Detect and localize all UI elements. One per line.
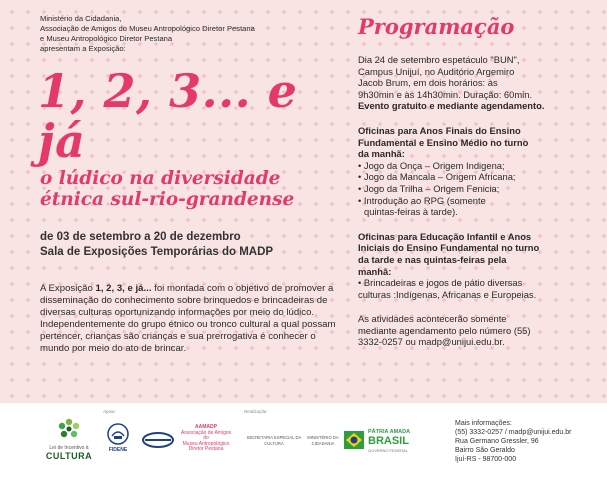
secretaria-line: SECRETARIA ESPECIAL DA [246,435,302,440]
oficinas-heading: manhã: [358,265,392,277]
lei-line1: Lei de Incentivo à [49,445,89,451]
patria-amada-brasil-logo [344,429,436,451]
patria-line: GOVERNO FEDERAL [368,448,409,453]
aamadp-acronym: AAMADP [195,424,217,430]
realizacao-caption: Realização: [244,409,268,414]
subtitle-line: étnica sul-rio-grandense [40,189,295,210]
closing-line: mediante agendamento pelo número (55) [358,324,531,336]
description-text: foi montada com o objetivo de promover a disseminação do conhecimento sobre brinquedos e brincadeiras de diversas culturas oportunizando informações por meio do lúdico. Independentemente do grupo étnico ou tronco cultural a qual possam pertencer, crianças são crianças e sua prerrogativa é conhecer o mundo por meio do ato de brincar. [40,283,336,355]
oficina-item: culturas :Indígenas, Africanas e Europeias. [358,288,537,300]
ministerio-logo [306,435,340,447]
contact-line: Rua Germano Gressler, 96 [455,438,539,445]
unijui-logo [140,431,176,451]
oficinas-infantil-block [358,231,598,301]
presenters [40,14,340,54]
oficinas-heading: Oficinas para Educação Infantil e Anos [358,230,532,242]
oficina-item: • Brincadeiras e jogos de pátio diversas [358,277,523,289]
ministerio-line: CIDADANIA [311,441,335,446]
oficina-item: • Jogo da Mancala – Origem Africana; [358,171,516,183]
exhibition-dates [40,230,340,260]
closing-line: As atividades acontecerão somente [358,313,507,325]
show-note: Evento gratuito e mediante agendamento. [358,100,545,112]
oficinas-heading: da manhã: [358,148,405,160]
lei-line2: CULTURA [45,451,93,461]
exhibition-description [40,283,340,356]
patria-line: PÁTRIA AMADA [368,429,411,435]
aamadp-line: Diretor Pestana [188,446,224,452]
closing-line: 3332-0257 ou madp@unijui.edu.br. [358,336,505,348]
programacao-title: Programação [358,14,515,39]
fidene-label: FIDENE [108,447,128,453]
presenter-line: apresentam a Exposição: [40,44,126,53]
description-intro: A Exposição [40,283,93,294]
oficina-item: quintas-feiras à tarde). [364,206,458,218]
apoio-caption: Apoio: [103,409,116,414]
exhibition-subtitle [40,168,340,210]
show-line: 9h30min e às 14h30min. Duração: 60min. [358,88,533,100]
closing-block [358,313,598,348]
fidene-logo [100,423,136,453]
oficinas-heading: Iniciais do Ensino Fundamental no turno [358,242,540,254]
contact-line: (55) 3332-0257 / madp@unijui.edu.br [455,429,572,436]
aamadp-line: Museu Antropológico [182,440,230,447]
ministerio-line: MINISTÉRIO DA [307,435,339,440]
description-exhibition-name: 1, 2, 3, e já... [95,283,152,294]
show-line: Jacob Brum, em dois horários: às [358,77,498,89]
exhibition-title: 1, 2, 3... e já [38,64,298,168]
contact-info [455,419,571,464]
oficinas-heading: Oficinas para Anos Finais do Ensino [358,124,521,136]
venue: Sala de Exposições Temporárias do MADP [40,246,274,258]
oficina-item: • Jogo da Onça – Origem Indigena; [358,159,505,171]
lei-incentivo-logo [44,417,94,461]
oficina-item: • Introdução ao RPG (somente [358,194,486,206]
date-range: de 03 de setembro a 20 de dezembro [40,231,241,243]
sponsor-footer [0,403,607,479]
contact-line: Bairro São Geraldo [455,447,515,454]
presenter-line: e Museu Antropológico Diretor Pestana [40,34,173,43]
oficina-item: • Jogo da Trilha – Origem Fenicia; [358,182,500,194]
unijui-icon [141,431,175,449]
show-line: Dia 24 de setembro espetáculo "BUN", [358,54,520,65]
oficinas-finais-block [358,125,598,218]
aamadp-logo [180,425,232,453]
lei-incentivo-icon [54,417,84,443]
brasil-flag-icon [344,431,364,449]
programacao-column [358,14,598,361]
oficinas-heading: Fundamental e Ensino Médio no turno [358,136,529,148]
presenter-line: Ministério da Cidadania, [40,14,122,23]
contact-line: Ijuí-RS - 98700-000 [455,456,517,463]
show-block [358,54,598,112]
presenter-line: Associação de Amigos do Museu Antropológico Diretor Pestana [40,24,255,33]
show-line: Campus Unijuí, no Auditório Argemiro [358,65,515,77]
fidene-icon [107,423,129,445]
secretaria-logo [244,435,304,447]
secretaria-line: CULTURA [264,441,284,446]
exhibition-column [40,14,340,356]
subtitle-line: o lúdico na diversidade [40,168,281,189]
aamadp-line: Associação de Amigos do [180,429,232,441]
oficinas-heading: da tarde e nas quintas-feiras pela [358,253,507,265]
contact-line: Mais informações: [455,420,512,427]
patria-brasil: BRASIL [368,435,409,447]
